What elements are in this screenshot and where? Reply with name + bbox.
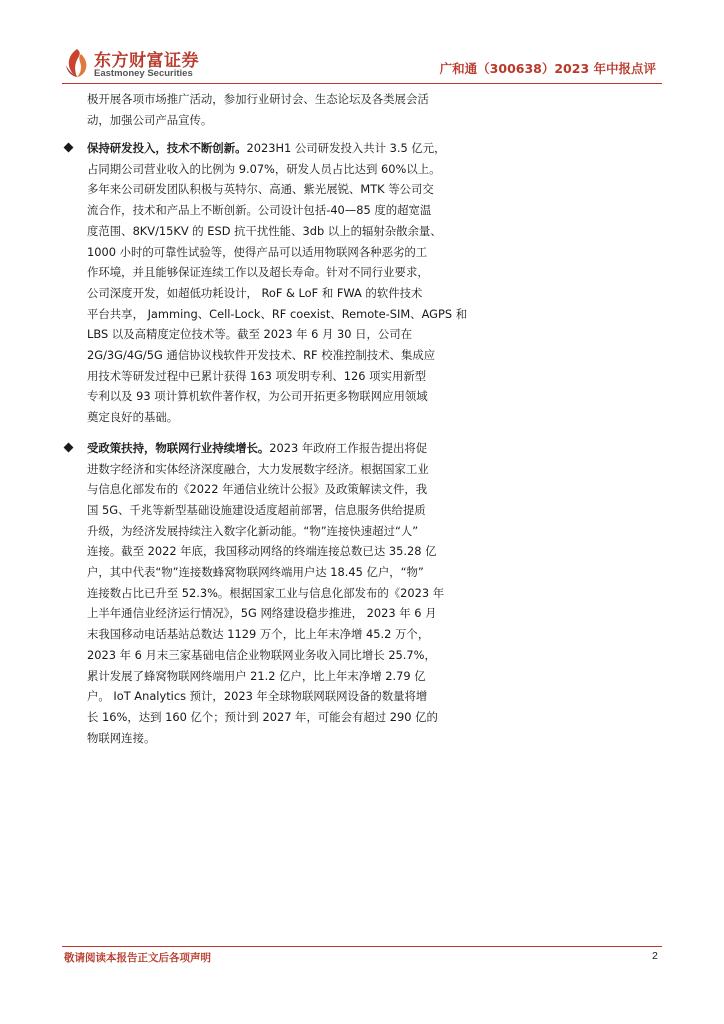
text-line: 连接数占比已升至 52.3%。根据国家工业与信息化部发布的《2023 年: [87, 585, 445, 600]
continuation-paragraph: [62, 89, 672, 130]
text-line: 连接。截至 2022 年底，我国移动网络的终端连接总数已达 35.28 亿: [87, 544, 437, 559]
text-line: 进数字经济和实体经济深度融合，大力发展数字经济。根据国家工业: [87, 461, 429, 476]
header-divider: [62, 83, 662, 84]
text-line: 户，其中代表“物”连接数蜂窝物联网终端用户达 18.45 亿户，“物”: [87, 565, 424, 580]
text-line: 长 16%，达到 160 亿个；预计到 2027 年，可能会有超过 290 亿的: [87, 709, 438, 724]
text-line: 公司深度开发，如超低功耗设计， RoF & LoF 和 FWA 的软件技术: [87, 285, 423, 300]
text-line: LBS 以及高精度定位技术等。截至 2023 年 6 月 30 日，公司在: [87, 327, 413, 342]
report-title: 广和通（300638）2023 年中报点评: [439, 61, 656, 76]
footer-divider: [62, 946, 662, 947]
text-line: 末我国移动电话基站总数达 1129 万个，比上年末净增 45.2 万个，: [87, 627, 430, 642]
text-line: 国 5G、千兆等新型基础设施建设适度超前部署，信息服务供给提质: [87, 502, 426, 517]
text-line: 物联网连接。: [87, 730, 156, 745]
page-header: [0, 0, 724, 86]
bullet-policy-support: [62, 438, 672, 749]
text-line: 极开展各项市场推广活动，参加行业研讨会、生态论坛及各类展会活: [87, 92, 429, 106]
report-body: [62, 89, 672, 748]
text-line: 1000 小时的可靠性试验等，使得产品可以适用物联网各种恶劣的工: [87, 244, 428, 259]
text-line: 流合作，技术和产品上不断创新。公司设计包括-40—85 度的超宽温: [87, 203, 432, 218]
disclaimer-note: 敬请阅读本报告正文后各项声明: [64, 952, 211, 964]
text-line: 平台共享， Jamming、Cell-Lock、RF coexist、Remote-SIM、AGPS 和: [87, 306, 468, 321]
bullet-lead: 受政策扶持，物联网行业持续增长。: [87, 440, 270, 455]
text-line: 升级，为经济发展持续注入数字化新动能。“物”连接快速超过“人”: [87, 523, 419, 538]
text-line: 占同期公司营业收入的比例为 9.07%，研发人员占比达到 60%以上。: [87, 161, 441, 176]
text-line: 累计发展了蜂窝物联网终端用户 21.2 亿户，比上年末净增 2.79 亿: [87, 668, 426, 683]
eastmoney-logo-icon: [64, 48, 90, 78]
text-line: 动，加强公司产品宣传。: [87, 112, 213, 127]
logo-english-name: Eastmoney Securities: [94, 68, 193, 79]
bullet-rd-investment: [62, 138, 672, 428]
text-line: 2G/3G/4G/5G 通信协议栈软件开发技术、RF 校准控制技术、集成应: [87, 348, 436, 363]
text-line: 度范围、8KV/15KV 的 ESD 抗干扰性能、3db 以上的辐射杂散余量、: [87, 223, 442, 238]
text-line: 专利以及 93 项计算机软件著作权，为公司开拓更多物联网应用领域: [87, 389, 428, 404]
logo-chinese-name: 东方财富证券: [94, 51, 199, 71]
bullet-first-line: 2023H1 公司研发投入共计 3.5 亿元，: [246, 141, 446, 155]
text-line: 户。 IoT Analytics 预计，2023 年全球物联网联网设备的数量将增: [87, 689, 428, 704]
page-number: 2: [652, 950, 658, 962]
text-line: 2023 年 6 月末三家基础电信企业物联网业务收入同比增长 25.7%，: [87, 647, 436, 662]
bullet-lead: 保持研发投入，技术不断创新。: [87, 141, 247, 155]
text-line: [87, 138, 672, 159]
text-line: 用技术等研发过程中已累计获得 163 项发明专利、126 项实用新型: [87, 368, 427, 383]
diamond-bullet-icon: [64, 442, 74, 452]
text-line: [87, 438, 672, 459]
text-line: 作环境，并且能够保证连续工作以及超长寿命。针对不同行业要求，: [87, 265, 429, 280]
text-line: 奠定良好的基础。: [87, 410, 179, 425]
diamond-bullet-icon: [64, 143, 74, 153]
bullet-first-line: 2023 年政府工作报告提出将促: [269, 440, 428, 455]
text-line: 与信息化部发布的《2022 年通信业统计公报》及政策解读文件，我: [87, 482, 428, 497]
text-line: 多年来公司研发团队积极与英特尔、高通、紫光展锐、MTK 等公司交: [87, 182, 434, 197]
text-line: 上半年通信业经济运行情况》，5G 网络建设稳步推进， 2023 年 6 月: [87, 606, 437, 621]
